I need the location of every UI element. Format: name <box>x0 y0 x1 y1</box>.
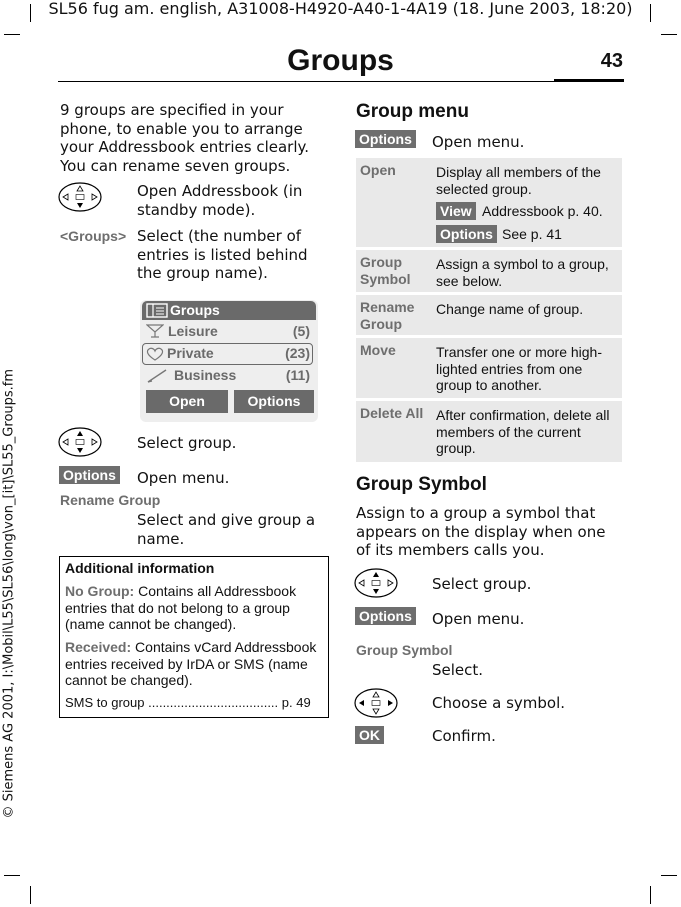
rename-group-text: Select and give group a name. <box>137 511 316 548</box>
symbol-open-menu: Open menu. <box>432 610 525 628</box>
ok-key: OK <box>355 726 384 744</box>
options-key: Options <box>355 130 416 148</box>
menu-row-move <box>356 338 622 398</box>
menu-row-text: After confirmation, delete all members of the current group. <box>436 407 610 456</box>
options-key: Options <box>355 607 416 625</box>
options-open-menu: Open menu. <box>137 469 230 487</box>
menu-row-text: Change name of group. <box>436 301 584 317</box>
sms-dots: .................................... <box>148 695 279 710</box>
confirm-text: Confirm. <box>432 727 496 745</box>
menu-row-rename-group <box>356 295 622 335</box>
choose-symbol: Choose a symbol. <box>432 694 566 712</box>
group-row-count: (11) <box>285 367 310 383</box>
crop-mark <box>30 886 31 904</box>
page-title: Groups <box>287 44 394 77</box>
options-key-text: See p. 41 <box>502 226 562 242</box>
no-group-text: Contains all Addressbook entries that do not belong to a group (name cannot be changed). <box>65 583 297 632</box>
nav-key-icon <box>58 427 102 457</box>
rename-group-label: Rename Group <box>60 492 161 508</box>
nav-key-icon <box>354 568 398 598</box>
page-number: 43 <box>600 50 623 72</box>
softkey-options[interactable]: Options <box>234 390 314 413</box>
symbol-select-group: Select group. <box>432 575 532 593</box>
group-row-count: (5) <box>292 323 310 339</box>
info-received <box>65 639 325 689</box>
options-key: Options <box>436 225 497 243</box>
group-symbol-select: Select. <box>432 661 484 679</box>
groups-select-text: Select (the number of entries is listed behind the group name). <box>137 227 308 282</box>
info-no-group <box>65 583 325 633</box>
group-row-count: (23) <box>285 345 310 361</box>
pagenum-rule <box>554 79 624 82</box>
menu-row-text: Assign a symbol to a group, see below. <box>436 256 609 289</box>
sms-label: SMS to group <box>65 695 145 710</box>
intro-paragraph: 9 groups are specified in your phone, to enable you to arrange your Addressbook entries clearly. You can rename seven groups. <box>60 101 310 175</box>
menu-row-group-symbol <box>356 250 622 292</box>
document-header: SL56 fug am. english, A31008-H4920-A40-1-4A19 (18. June 2003, 18:20) <box>48 0 633 18</box>
group-menu-heading: Group menu <box>356 101 469 122</box>
menu-row-text: Display all members of the selected group. <box>436 164 601 197</box>
crop-mark <box>650 886 651 904</box>
menu-row-open <box>356 158 622 247</box>
display-title: Groups <box>170 302 220 318</box>
addressbook-icon <box>146 303 168 322</box>
options-key: Options <box>59 466 120 484</box>
view-key: View <box>436 202 476 220</box>
menu-row-text: Transfer one or more high-lighted entries from one group to another. <box>436 344 602 393</box>
display-title-bar <box>142 301 316 320</box>
phone-display <box>140 300 318 422</box>
sms-page-ref: p. 49 <box>281 695 311 710</box>
no-group-label: No Group: <box>65 583 135 599</box>
view-key-text: Addressbook p. 40. <box>482 203 603 219</box>
nav-key-icon <box>58 182 102 212</box>
cocktail-icon <box>146 323 164 342</box>
heart-icon <box>145 346 165 365</box>
menu-row-label: Group Symbol <box>360 254 411 287</box>
groups-key-label: <Groups> <box>60 228 127 244</box>
menu-row-label: Open <box>360 162 396 178</box>
received-text: Contains vCard Addressbook entries received by IrDA or SMS (name cannot be changed). <box>65 639 317 688</box>
group-symbol-intro: Assign to a group a symbol that appears on the display when one of its members calls you. <box>356 504 606 559</box>
menu-row-label: Move <box>360 342 396 358</box>
nav-key-icon <box>354 688 398 718</box>
menu-row-delete-all <box>356 401 622 462</box>
title-rule <box>58 81 624 82</box>
additional-info-box <box>59 556 329 718</box>
crop-mark <box>661 875 677 876</box>
info-title: Additional information <box>65 560 215 576</box>
sms-to-group-ref <box>65 695 323 712</box>
pen-icon <box>146 368 168 387</box>
menu-row-label: Rename Group <box>360 299 415 332</box>
menu-row-label: Delete All <box>360 405 424 421</box>
step-select-group: Select group. <box>137 434 237 452</box>
step-open-addressbook: Open Addressbook (in standby mode). <box>137 182 303 219</box>
crop-mark <box>4 34 20 35</box>
crop-mark <box>4 875 20 876</box>
received-label: Received: <box>65 639 132 655</box>
group-symbol-label: Group Symbol <box>356 642 453 658</box>
crop-mark <box>661 34 677 35</box>
group-row-name: Private <box>167 345 214 361</box>
menu-open-text: Open menu. <box>432 133 525 151</box>
group-row-name: Leisure <box>168 323 218 339</box>
softkey-open[interactable]: Open <box>146 390 228 413</box>
group-symbol-heading: Group Symbol <box>356 474 487 495</box>
side-copyright: © Siemens AG 2001, I:\Mobil\L55\SL56\long\von_[it]\SL55_Groups.fm <box>1 368 17 819</box>
group-row-name: Business <box>174 367 237 383</box>
